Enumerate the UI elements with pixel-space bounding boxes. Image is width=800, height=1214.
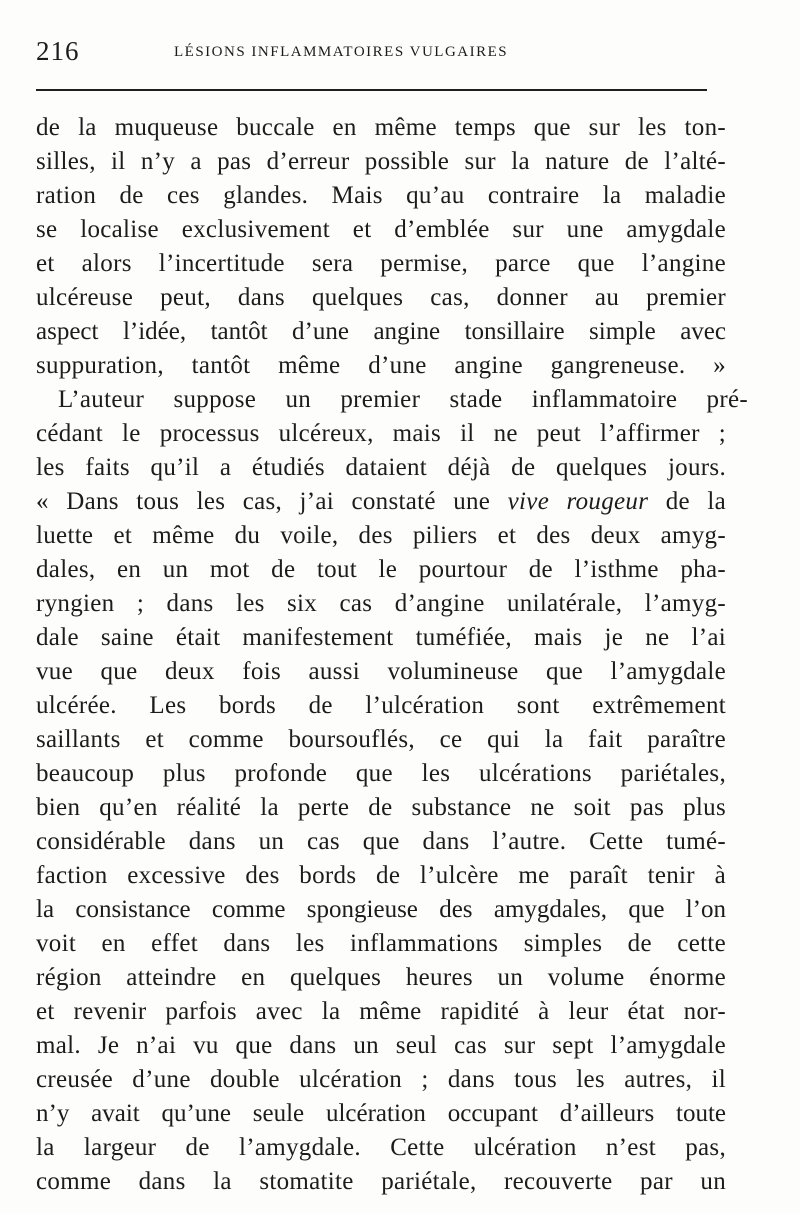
text-line: la consistance comme spongieuse des amygdales, que l’on — [36, 896, 726, 923]
text-line: ulcérée. Les bords de l’ulcération sont extrêmement — [36, 692, 726, 719]
text-line: aspect l’idée, tantôt d’une angine tonsillaire simple avec — [36, 318, 726, 345]
text-line: cédant le processus ulcéreux, mais il ne peut l’affirmer ; — [36, 420, 726, 447]
text-line: creusée d’une double ulcération ; dans tous les autres, il — [36, 1066, 726, 1093]
text-line: se localise exclusivement et d’emblée sur une amygdale — [36, 216, 726, 243]
text-line: n’y avait qu’une seule ulcération occupant d’ailleurs toute — [36, 1100, 726, 1127]
text-line: ulcéreuse peut, dans quelques cas, donner au premier — [36, 284, 726, 311]
running-head: LÉSIONS INFLAMMATOIRES VULGAIRES — [174, 44, 509, 60]
text-line: ryngien ; dans les six cas d’angine unilatérale, l’amyg- — [36, 590, 726, 617]
text-line: luette et même du voile, des piliers et des deux amyg- — [36, 522, 726, 549]
text-line: mal. Je n’ai vu que dans un seul cas sur sept l’amygdale — [36, 1032, 726, 1059]
text-line: silles, il n’y a pas d’erreur possible sur la nature de l’alté- — [36, 148, 726, 175]
header-rule — [36, 89, 707, 91]
text-line: L’auteur suppose un premier stade inflammatoire pré- — [58, 386, 748, 413]
text-line: bien qu’en réalité la perte de substance ne soit pas plus — [36, 794, 726, 821]
text-line: beaucoup plus profonde que les ulcérations pariétales, — [36, 760, 726, 787]
text-line: voit en effet dans les inflammations simples de cette — [36, 930, 726, 957]
text-segment: de la — [665, 488, 726, 515]
page-number: 216 — [36, 36, 80, 66]
text-line: dales, en un mot de tout le pourtour de l’isthme pha- — [36, 556, 726, 583]
text-line: comme dans la stomatite pariétale, recouverte par un — [36, 1168, 726, 1195]
italic-phrase: vive rougeur — [507, 488, 649, 515]
text-segment: « Dans tous les cas, j’ai constaté une — [36, 488, 491, 515]
text-line: les faits qu’il a étudiés dataient déjà de quelques jours. — [36, 454, 726, 481]
text-line: saillants et comme boursouflés, ce qui la fait paraître — [36, 726, 726, 753]
text-line: la largeur de l’amygdale. Cette ulcération n’est pas, — [36, 1134, 726, 1161]
text-line: région atteindre en quelques heures un volume énorme — [36, 964, 726, 991]
text-line: et revenir parfois avec la même rapidité à leur état nor- — [36, 998, 726, 1025]
text-line: suppuration, tantôt même d’une angine gangreneuse. » — [36, 352, 726, 379]
text-line: vue que deux fois aussi volumineuse que l’amygdale — [36, 658, 726, 685]
text-line: dale saine était manifestement tuméfiée, mais je ne l’ai — [36, 624, 726, 651]
text-line: de la muqueuse buccale en même temps que sur les ton- — [36, 114, 726, 141]
page-header — [36, 36, 708, 76]
text-line: ration de ces glandes. Mais qu’au contraire la maladie — [36, 182, 726, 209]
text-line: considérable dans un cas que dans l’autre. Cette tumé- — [36, 828, 726, 855]
text-line: et alors l’incertitude sera permise, parce que l’angine — [36, 250, 726, 277]
text-line: faction excessive des bords de l’ulcère me paraît tenir à — [36, 862, 726, 889]
text-line-with-italic — [36, 485, 726, 519]
body-text — [36, 111, 748, 1199]
